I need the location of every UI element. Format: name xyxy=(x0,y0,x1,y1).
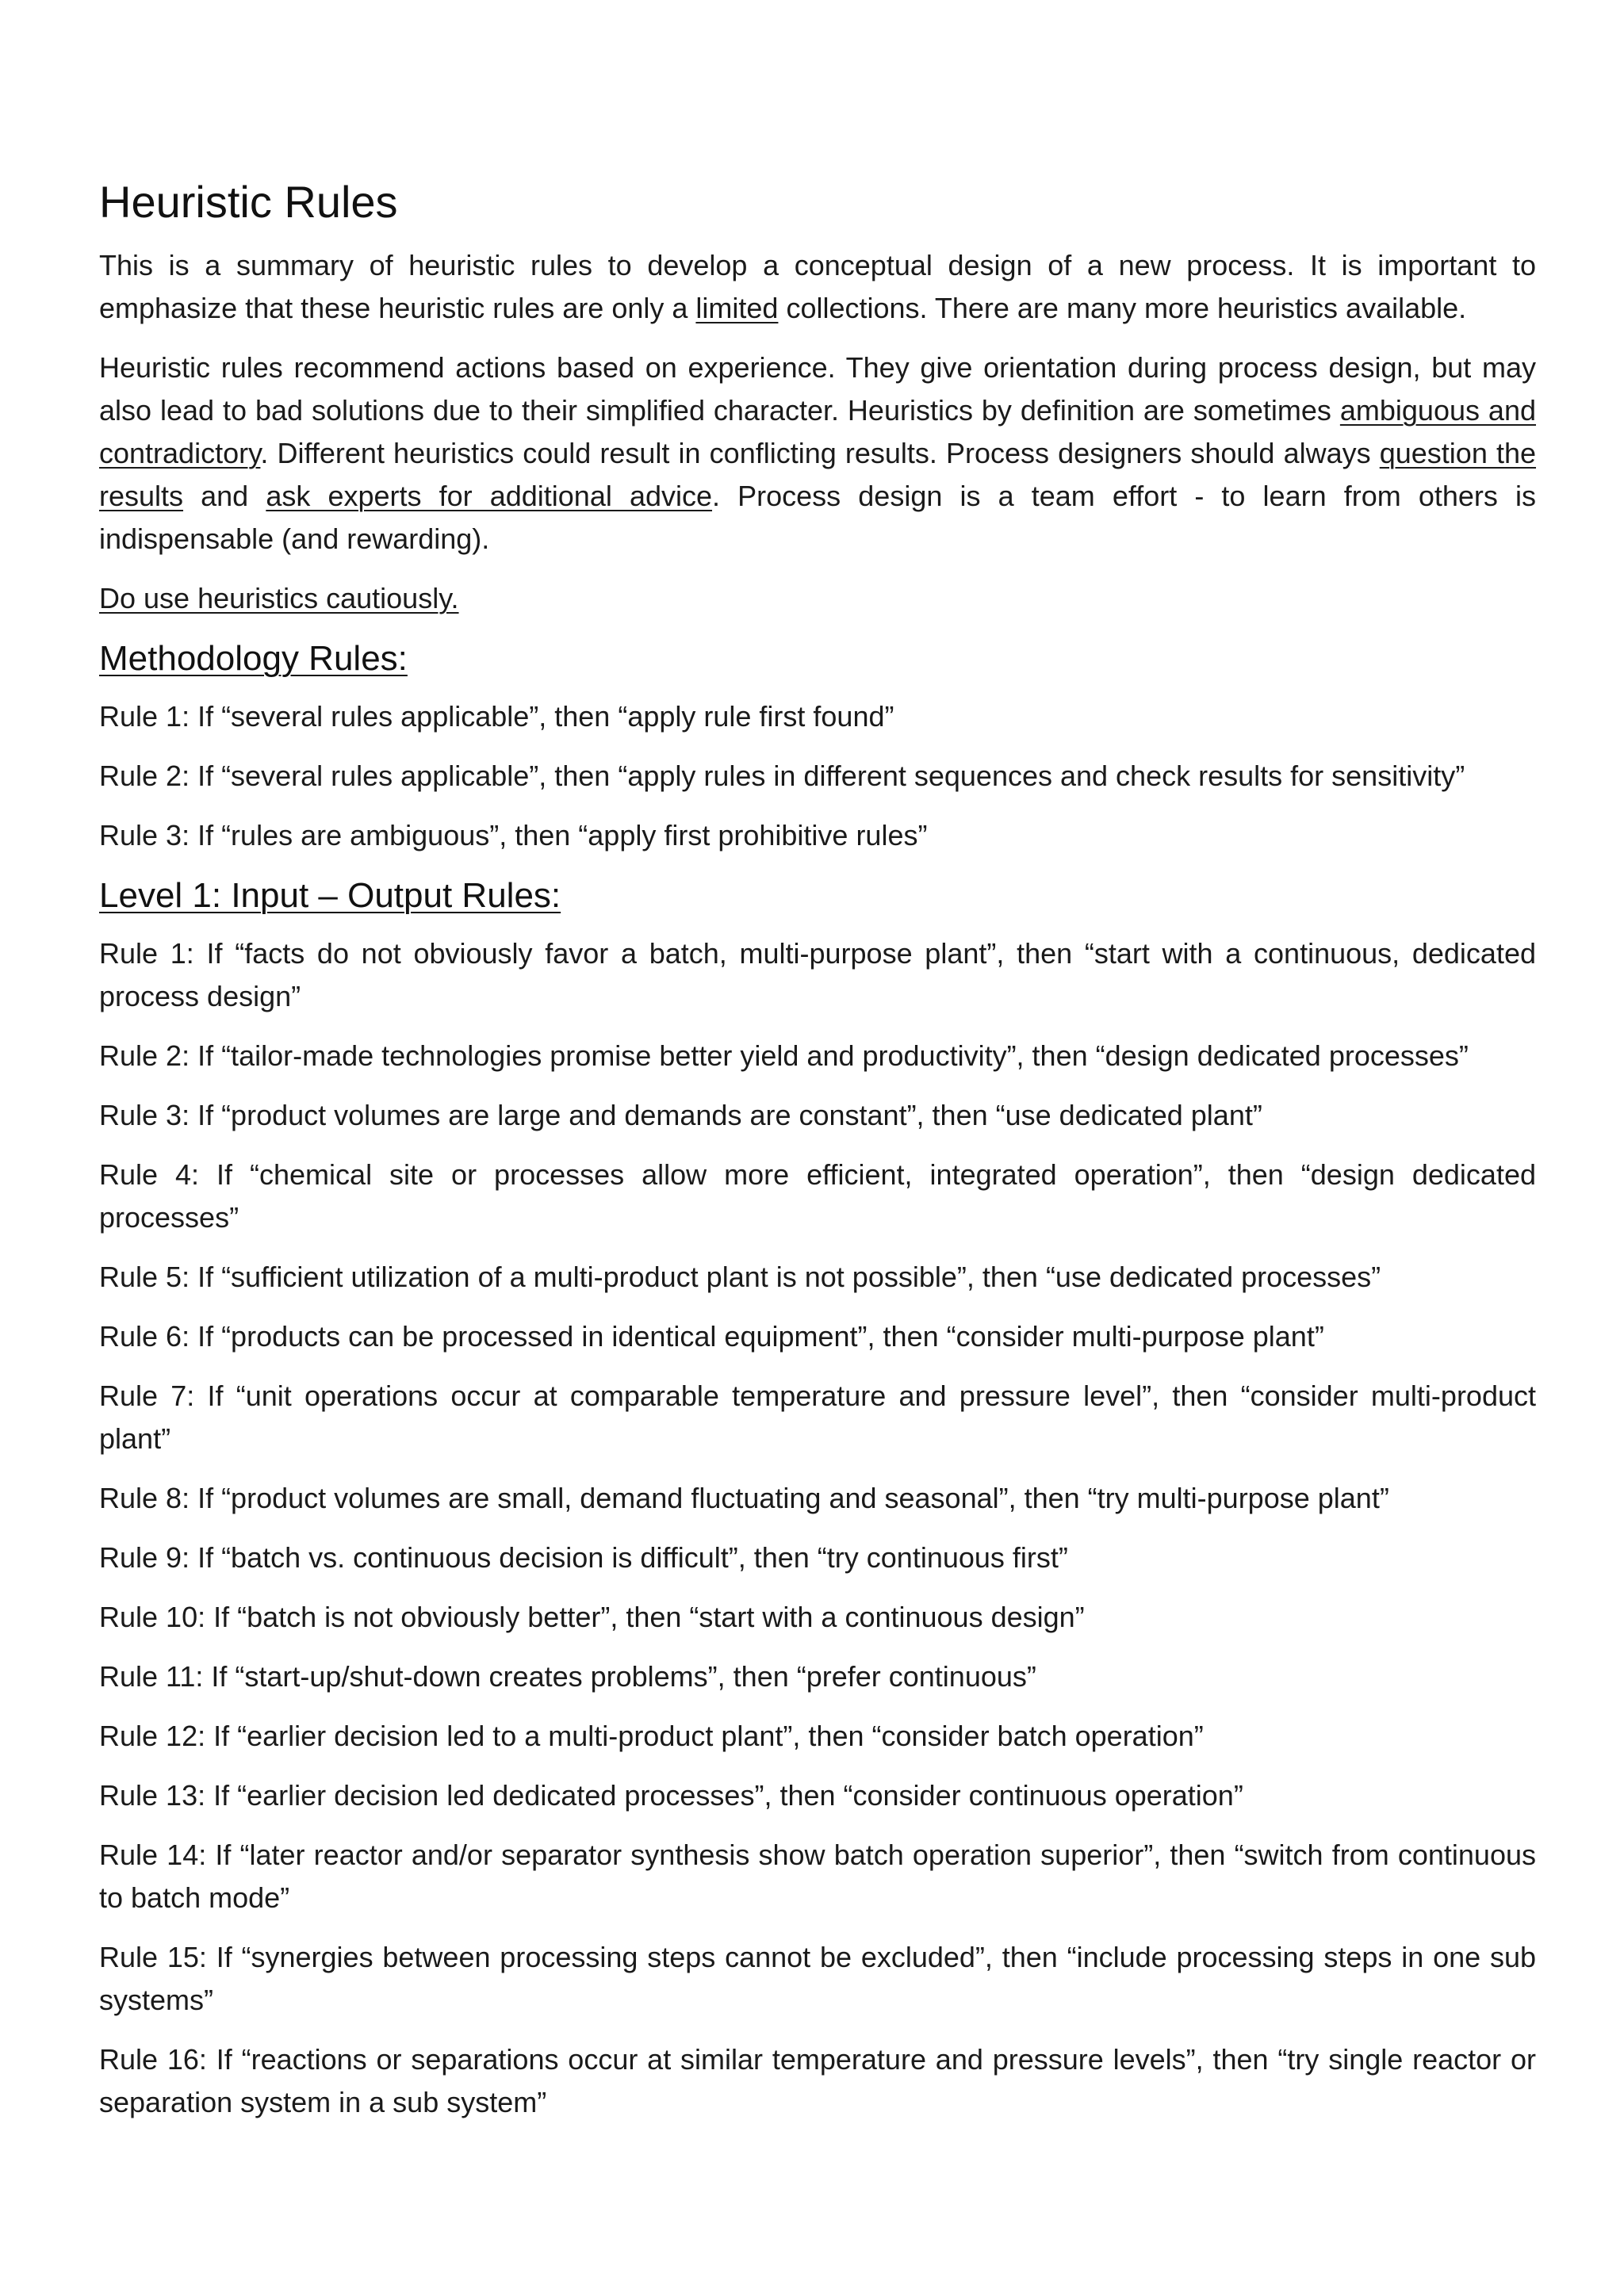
level1-rule: Rule 2: If “tailor-made technologies promise better yield and productivity”, then “design dedicated processes” xyxy=(99,1039,1469,1072)
level1-rule: Rule 13: If “earlier decision led dedicated processes”, then “consider continuous operation” xyxy=(99,1779,1243,1812)
level1-rule: Rule 3: If “product volumes are large and demands are constant”, then “use dedicated plant” xyxy=(99,1099,1262,1131)
methodology-rule: Rule 3: If “rules are ambiguous”, then “apply first prohibitive rules” xyxy=(99,819,928,851)
methodology-rule: Rule 2: If “several rules applicable”, then “apply rules in different sequences and check results for sensitivity” xyxy=(99,760,1465,792)
level1-rule: Rule 10: If “batch is not obviously better”, then “start with a continuous design” xyxy=(99,1601,1085,1633)
methodology-rule-list xyxy=(99,695,1536,857)
level1-rule: Rule 8: If “product volumes are small, demand fluctuating and seasonal”, then “try multi-purpose plant” xyxy=(99,1482,1389,1514)
level1-heading: Level 1: Input – Output Rules: xyxy=(99,876,561,915)
level1-rule-list xyxy=(99,932,1536,2124)
level1-rule: Rule 1: If “facts do not obviously favor a batch, multi-purpose plant”, then “start with a continuous, dedicated process design” xyxy=(99,937,1536,1012)
intro-text: and xyxy=(183,480,266,512)
limited-emphasis: limited xyxy=(695,292,779,324)
level1-rule: Rule 9: If “batch vs. continuous decision is difficult”, then “try continuous first” xyxy=(99,1541,1068,1574)
level1-rule: Rule 4: If “chemical site or processes allow more efficient, integrated operation”, then “design dedicated processes” xyxy=(99,1158,1536,1234)
question-results-emphasis: question the results xyxy=(99,437,1536,512)
page-title: Heuristic Rules xyxy=(99,177,398,227)
level1-rule: Rule 5: If “sufficient utilization of a multi-product plant is not possible”, then “use dedicated processes” xyxy=(99,1261,1381,1293)
caution-note xyxy=(99,577,1536,620)
document-page xyxy=(99,174,1536,2141)
caution-text: Do use heuristics cautiously. xyxy=(99,582,459,614)
level1-rule: Rule 15: If “synergies between processing steps cannot be excluded”, then “include processing steps in one sub systems” xyxy=(99,1941,1536,2016)
intro-paragraph-1 xyxy=(99,244,1536,330)
level1-rule: Rule 11: If “start-up/shut-down creates problems”, then “prefer continuous” xyxy=(99,1660,1036,1693)
intro-text: This is a summary of heuristic rules to develop a conceptual design of a new process. It is important to emphasize that these heuristic rules are only a xyxy=(99,249,1536,324)
level1-rule: Rule 7: If “unit operations occur at comparable temperature and pressure level”, then “consider multi-product plant” xyxy=(99,1380,1536,1455)
level1-rule: Rule 12: If “earlier decision led to a multi-product plant”, then “consider batch operation” xyxy=(99,1720,1204,1752)
intro-text: collections. There are many more heuristics available. xyxy=(778,292,1467,324)
level1-rule: Rule 16: If “reactions or separations occur at similar temperature and pressure levels”, then “try single reactor or separation system in a sub system” xyxy=(99,2043,1536,2118)
methodology-rule: Rule 1: If “several rules applicable”, then “apply rule first found” xyxy=(99,700,894,733)
intro-paragraph-2 xyxy=(99,346,1536,561)
methodology-heading: Methodology Rules: xyxy=(99,639,408,678)
level1-rule: Rule 14: If “later reactor and/or separator synthesis show batch operation superior”, then “switch from continuous to batch mode” xyxy=(99,1839,1536,1914)
intro-text: Heuristic rules recommend actions based on experience. They give orientation during process design, but may also lead to bad solutions due to their simplified character. Heuristics by definition are sometimes xyxy=(99,351,1536,427)
level1-rule: Rule 6: If “products can be processed in identical equipment”, then “consider multi-purpose plant” xyxy=(99,1320,1324,1353)
intro-text: . Different heuristics could result in conflicting results. Process designers should always xyxy=(260,437,1380,469)
ask-experts-emphasis: ask experts for additional advice xyxy=(266,480,713,512)
intro-text: . Process design is a team effort - to learn from others is indispensable (and rewarding). xyxy=(99,480,1536,555)
ambiguous-emphasis: ambiguous and contradictory xyxy=(99,394,1536,469)
